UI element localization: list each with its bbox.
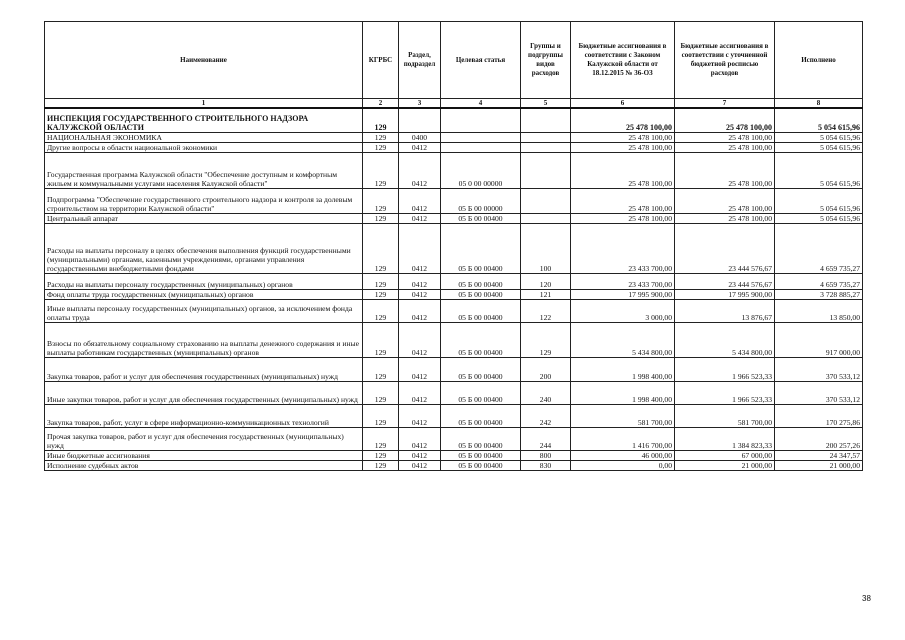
row-target: 05 Б 00 00000 [441,188,521,213]
row-executed: 4 659 735,27 [775,273,863,289]
header-target: Целевая статья [441,22,521,99]
table-row [45,322,863,357]
row-name: Другие вопросы в области национальной экономики [45,142,363,152]
header-budget-refined: Бюджетные ассигнования в соответствии с уточненной бюджетной росписью расходов [675,22,775,99]
row-target: 05 Б 00 00400 [441,460,521,470]
row-name: Иные бюджетные ассигнования [45,450,363,460]
table-row [45,299,863,322]
row-section: 0412 [399,213,441,223]
row-group: 129 [521,322,571,357]
row-budget-law: 46 000,00 [571,450,675,460]
row-section: 0412 [399,289,441,299]
row-name: Фонд оплаты труда государственных (муниципальных) органов [45,289,363,299]
table-row [45,142,863,152]
row-group [521,142,571,152]
row-executed: 13 850,00 [775,299,863,322]
header-budget-law: Бюджетные ассигнования в соответствии с Законом Калужской области от 18.12.2015 № 36-ОЗ [571,22,675,99]
column-index: 3 [399,99,441,109]
row-section: 0412 [399,322,441,357]
row-target [441,108,521,132]
row-budget-law: 1 998 400,00 [571,381,675,404]
row-budget-law: 1 998 400,00 [571,357,675,381]
row-kgrbs: 129 [363,152,399,188]
column-index: 8 [775,99,863,109]
row-section: 0400 [399,132,441,142]
header-kgrbs: КГРБС [363,22,399,99]
column-index: 6 [571,99,675,109]
page-number: 38 [862,594,871,603]
row-target: 05 Б 00 00400 [441,273,521,289]
row-name: Расходы на выплаты персоналу в целях обеспечения выполнения функций государственными (муниципальными) органами, казенными учреждениями, органами управления государственными внебюджетными фондами [45,223,363,273]
header-group: Группы и подгруппы видов расходов [521,22,571,99]
column-index: 2 [363,99,399,109]
row-budget-refined: 25 478 100,00 [675,142,775,152]
table-row [45,450,863,460]
table-row [45,223,863,273]
row-executed: 370 533,12 [775,357,863,381]
row-kgrbs: 129 [363,460,399,470]
header-name: Наименование [45,22,363,99]
row-group [521,108,571,132]
row-target: 05 Б 00 00400 [441,213,521,223]
row-group: 100 [521,223,571,273]
table-row [45,188,863,213]
row-budget-refined: 1 384 823,33 [675,427,775,450]
row-group: 122 [521,299,571,322]
table-row [45,289,863,299]
row-section: 0412 [399,188,441,213]
row-executed: 3 728 885,27 [775,289,863,299]
row-section: 0412 [399,460,441,470]
table-row [45,460,863,470]
row-executed: 5 054 615,96 [775,142,863,152]
row-kgrbs: 129 [363,108,399,132]
row-executed: 21 000,00 [775,460,863,470]
column-index: 7 [675,99,775,109]
row-target: 05 Б 00 00400 [441,404,521,427]
row-kgrbs: 129 [363,132,399,142]
row-group [521,188,571,213]
row-executed: 170 275,86 [775,404,863,427]
row-target: 05 Б 00 00400 [441,322,521,357]
row-group: 120 [521,273,571,289]
row-target: 05 Б 00 00400 [441,381,521,404]
row-executed: 5 054 615,96 [775,213,863,223]
row-budget-refined: 25 478 100,00 [675,188,775,213]
table-row [45,152,863,188]
row-section: 0412 [399,152,441,188]
row-kgrbs: 129 [363,381,399,404]
column-index: 1 [45,99,363,109]
column-index: 5 [521,99,571,109]
table-row [45,404,863,427]
row-target: 05 Б 00 00400 [441,299,521,322]
row-name: ИНСПЕКЦИЯ ГОСУДАРСТВЕННОГО СТРОИТЕЛЬНОГО НАДЗОРА КАЛУЖСКОЙ ОБЛАСТИ [45,108,363,132]
row-target: 05 0 00 00000 [441,152,521,188]
row-kgrbs: 129 [363,273,399,289]
table-row [45,108,863,132]
row-group: 200 [521,357,571,381]
table-row [45,427,863,450]
row-budget-refined: 25 478 100,00 [675,213,775,223]
row-name: Исполнение судебных актов [45,460,363,470]
row-budget-refined: 25 478 100,00 [675,132,775,142]
row-section: 0412 [399,299,441,322]
row-kgrbs: 129 [363,357,399,381]
row-target: 05 Б 00 00400 [441,357,521,381]
row-name: Закупка товаров, работ и услуг для обеспечения государственных (муниципальных) нужд [45,357,363,381]
row-budget-refined: 581 700,00 [675,404,775,427]
row-budget-refined: 1 966 523,33 [675,357,775,381]
row-budget-law: 25 478 100,00 [571,188,675,213]
row-group [521,213,571,223]
row-budget-refined: 25 478 100,00 [675,108,775,132]
table-row [45,132,863,142]
row-section: 0412 [399,273,441,289]
row-budget-law: 25 478 100,00 [571,108,675,132]
row-budget-law: 3 000,00 [571,299,675,322]
row-name: НАЦИОНАЛЬНАЯ ЭКОНОМИКА [45,132,363,142]
row-executed: 5 054 615,96 [775,132,863,142]
row-budget-law: 23 433 700,00 [571,223,675,273]
row-name: Иные выплаты персоналу государственных (муниципальных) органов, за исключением фонда оплаты труда [45,299,363,322]
row-budget-law: 23 433 700,00 [571,273,675,289]
row-budget-law: 25 478 100,00 [571,142,675,152]
row-section [399,108,441,132]
row-executed: 5 054 615,96 [775,152,863,188]
row-group: 242 [521,404,571,427]
row-kgrbs: 129 [363,142,399,152]
table-row [45,381,863,404]
row-budget-refined: 23 444 576,67 [675,273,775,289]
row-budget-law: 1 416 700,00 [571,427,675,450]
row-kgrbs: 129 [363,188,399,213]
row-name: Взносы по обязательному социальному страхованию на выплаты денежного содержания и иные выплаты работникам государственных (муниципальных) органов [45,322,363,357]
row-executed: 200 257,26 [775,427,863,450]
row-name: Государственная программа Калужской области "Обеспечение доступным и комфортным жильем и коммунальными услугами населения Калужской области" [45,152,363,188]
row-budget-law: 25 478 100,00 [571,132,675,142]
row-executed: 5 054 615,96 [775,188,863,213]
row-kgrbs: 129 [363,450,399,460]
row-executed: 917 000,00 [775,322,863,357]
row-section: 0412 [399,223,441,273]
row-target: 05 Б 00 00400 [441,450,521,460]
row-kgrbs: 129 [363,404,399,427]
row-budget-law: 25 478 100,00 [571,213,675,223]
row-name: Закупка товаров, работ, услуг в сфере информационно-коммуникационных технологий [45,404,363,427]
row-section: 0412 [399,450,441,460]
row-kgrbs: 129 [363,289,399,299]
row-budget-refined: 5 434 800,00 [675,322,775,357]
row-target: 05 Б 00 00400 [441,223,521,273]
row-executed: 5 054 615,96 [775,108,863,132]
row-group: 830 [521,460,571,470]
table-row [45,273,863,289]
row-group [521,132,571,142]
row-budget-refined: 17 995 900,00 [675,289,775,299]
row-target [441,132,521,142]
row-group: 240 [521,381,571,404]
row-budget-law: 0,00 [571,460,675,470]
budget-table-sheet [44,21,862,471]
row-kgrbs: 129 [363,213,399,223]
row-target: 05 Б 00 00400 [441,427,521,450]
row-executed: 24 347,57 [775,450,863,460]
row-executed: 4 659 735,27 [775,223,863,273]
row-name: Подпрограмма "Обеспечение государственного строительного надзора и контроля за долевым строительством на территории Калужской области" [45,188,363,213]
row-executed: 370 533,12 [775,381,863,404]
row-target [441,142,521,152]
row-budget-law: 25 478 100,00 [571,152,675,188]
table-body [45,108,863,470]
row-section: 0412 [399,142,441,152]
row-budget-law: 581 700,00 [571,404,675,427]
row-budget-refined: 21 000,00 [675,460,775,470]
row-group [521,152,571,188]
row-kgrbs: 129 [363,223,399,273]
column-index-row [45,99,863,109]
row-kgrbs: 129 [363,299,399,322]
row-budget-law: 5 434 800,00 [571,322,675,357]
row-budget-refined: 1 966 523,33 [675,381,775,404]
row-section: 0412 [399,404,441,427]
row-name: Иные закупки товаров, работ и услуг для обеспечения государственных (муниципальных) нужд [45,381,363,404]
row-budget-refined: 13 876,67 [675,299,775,322]
budget-execution-table [44,21,863,471]
row-budget-refined: 25 478 100,00 [675,152,775,188]
row-target: 05 Б 00 00400 [441,289,521,299]
row-group: 244 [521,427,571,450]
row-group: 121 [521,289,571,299]
row-kgrbs: 129 [363,427,399,450]
row-kgrbs: 129 [363,322,399,357]
row-budget-refined: 23 444 576,67 [675,223,775,273]
header-row [45,22,863,99]
row-section: 0412 [399,381,441,404]
row-section: 0412 [399,357,441,381]
row-budget-law: 17 995 900,00 [571,289,675,299]
row-section: 0412 [399,427,441,450]
row-budget-refined: 67 000,00 [675,450,775,460]
row-name: Центральный аппарат [45,213,363,223]
column-index: 4 [441,99,521,109]
header-executed: Исполнено [775,22,863,99]
table-row [45,357,863,381]
table-row [45,213,863,223]
header-section: Раздел, подраздел [399,22,441,99]
row-group: 800 [521,450,571,460]
row-name: Прочая закупка товаров, работ и услуг для обеспечения государственных (муниципальных) нужд [45,427,363,450]
row-name: Расходы на выплаты персоналу государственных (муниципальных) органов [45,273,363,289]
